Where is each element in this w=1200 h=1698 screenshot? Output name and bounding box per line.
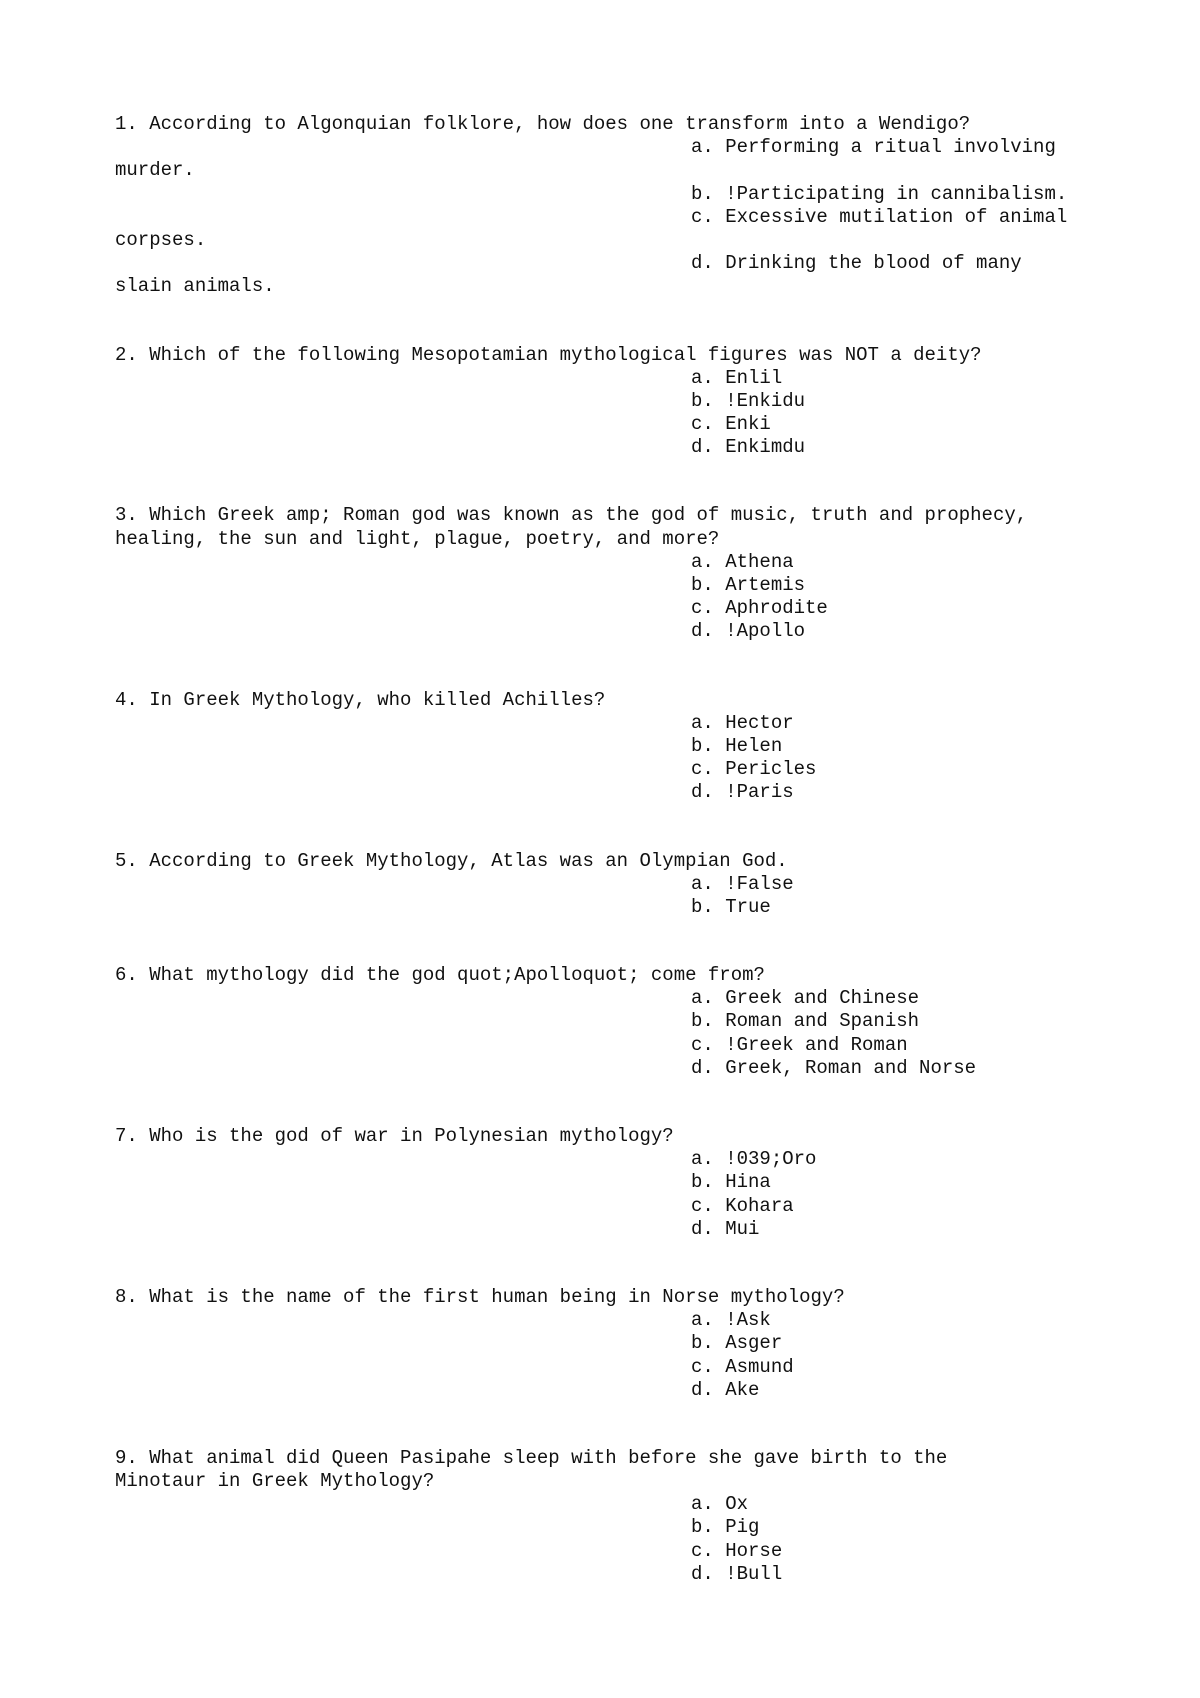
answer-option: c. !Greek and Roman xyxy=(691,1033,908,1056)
answer-option: d. Drinking the blood of many xyxy=(691,252,1022,275)
question-text: 7. Who is the god of war in Polynesian mythology? xyxy=(115,1125,674,1147)
answer-option: b. Artemis xyxy=(691,574,806,596)
question-text: murder. xyxy=(115,159,195,182)
question-text: slain animals. xyxy=(115,275,275,298)
answer-option: d. !Apollo xyxy=(691,620,806,643)
answer-option: d. Enkimdu xyxy=(691,436,806,459)
question-block-9 xyxy=(115,1447,1115,1586)
answer-option: c. Excessive mutilation of animal xyxy=(691,205,1068,228)
answer-option: a. Greek and Chinese xyxy=(691,987,920,1010)
question-text: 6. What mythology did the god quot;Apolloquot; come from? xyxy=(115,964,765,987)
answer-option: b. Pig xyxy=(691,1516,760,1539)
answer-option: a. !False xyxy=(691,872,794,895)
answer-option: a. Athena xyxy=(691,550,794,573)
question-block-4 xyxy=(115,689,1115,805)
question-block-2 xyxy=(115,344,1115,460)
answer-option: b. !Participating in cannibalism. xyxy=(691,182,1068,205)
question-block-5 xyxy=(115,850,1115,920)
answer-option: b. Helen xyxy=(691,734,783,757)
answer-option: d. Ake xyxy=(691,1378,760,1401)
question-text: 4. In Greek Mythology, who killed Achilles? xyxy=(115,688,606,711)
answer-option: a. Ox xyxy=(691,1493,749,1516)
question-text: healing, the sun and light, plague, poetry, and more? xyxy=(115,527,720,550)
question-text: corpses. xyxy=(115,228,207,251)
question-text: Minotaur in Greek Mythology? xyxy=(115,1470,435,1493)
answer-option: b. Roman and Spanish xyxy=(691,1010,920,1033)
question-text: 1. According to Algonquian folklore, how does one transform into a Wendigo? xyxy=(115,113,971,135)
answer-option: a. !Ask xyxy=(691,1309,771,1332)
answer-option: c. Kohara xyxy=(691,1194,794,1217)
answer-option: a. !039;Oro xyxy=(691,1148,817,1171)
answer-option: a. Hector xyxy=(691,711,794,734)
question-block-7 xyxy=(115,1125,1115,1241)
answer-option: c. Asmund xyxy=(691,1355,794,1378)
answer-option: b. Hina xyxy=(691,1171,771,1194)
answer-option: b. Asger xyxy=(691,1332,783,1355)
answer-option: a. Performing a ritual involving xyxy=(691,136,1056,159)
answer-option: c. Horse xyxy=(691,1539,783,1562)
question-text: 9. What animal did Queen Pasipahe sleep with before she gave birth to the xyxy=(115,1446,948,1469)
question-block-1 xyxy=(115,113,1115,299)
answer-option: a. Enlil xyxy=(691,366,783,389)
answer-option: c. Enki xyxy=(691,413,771,436)
question-text: 2. Which of the following Mesopotamian mythological figures was NOT a deity? xyxy=(115,343,982,366)
answer-option: b. !Enkidu xyxy=(691,389,806,412)
answer-option: c. Aphrodite xyxy=(691,597,828,620)
answer-option: d. Mui xyxy=(691,1217,760,1240)
answer-option: d. !Bull xyxy=(691,1562,783,1585)
answer-option: d. Greek, Roman and Norse xyxy=(691,1056,977,1079)
quiz-sheet xyxy=(115,113,1115,1631)
answer-option: c. Pericles xyxy=(691,758,817,781)
answer-option: b. True xyxy=(691,895,771,918)
question-block-8 xyxy=(115,1286,1115,1402)
question-text: 3. Which Greek amp; Roman god was known as the god of music, truth and prophecy, xyxy=(115,504,1028,527)
question-block-3 xyxy=(115,504,1115,643)
question-text: 5. According to Greek Mythology, Atlas was an Olympian God. xyxy=(115,849,788,872)
question-text: 8. What is the name of the first human being in Norse mythology? xyxy=(115,1285,845,1308)
question-block-6 xyxy=(115,964,1115,1080)
answer-option: d. !Paris xyxy=(691,781,794,804)
